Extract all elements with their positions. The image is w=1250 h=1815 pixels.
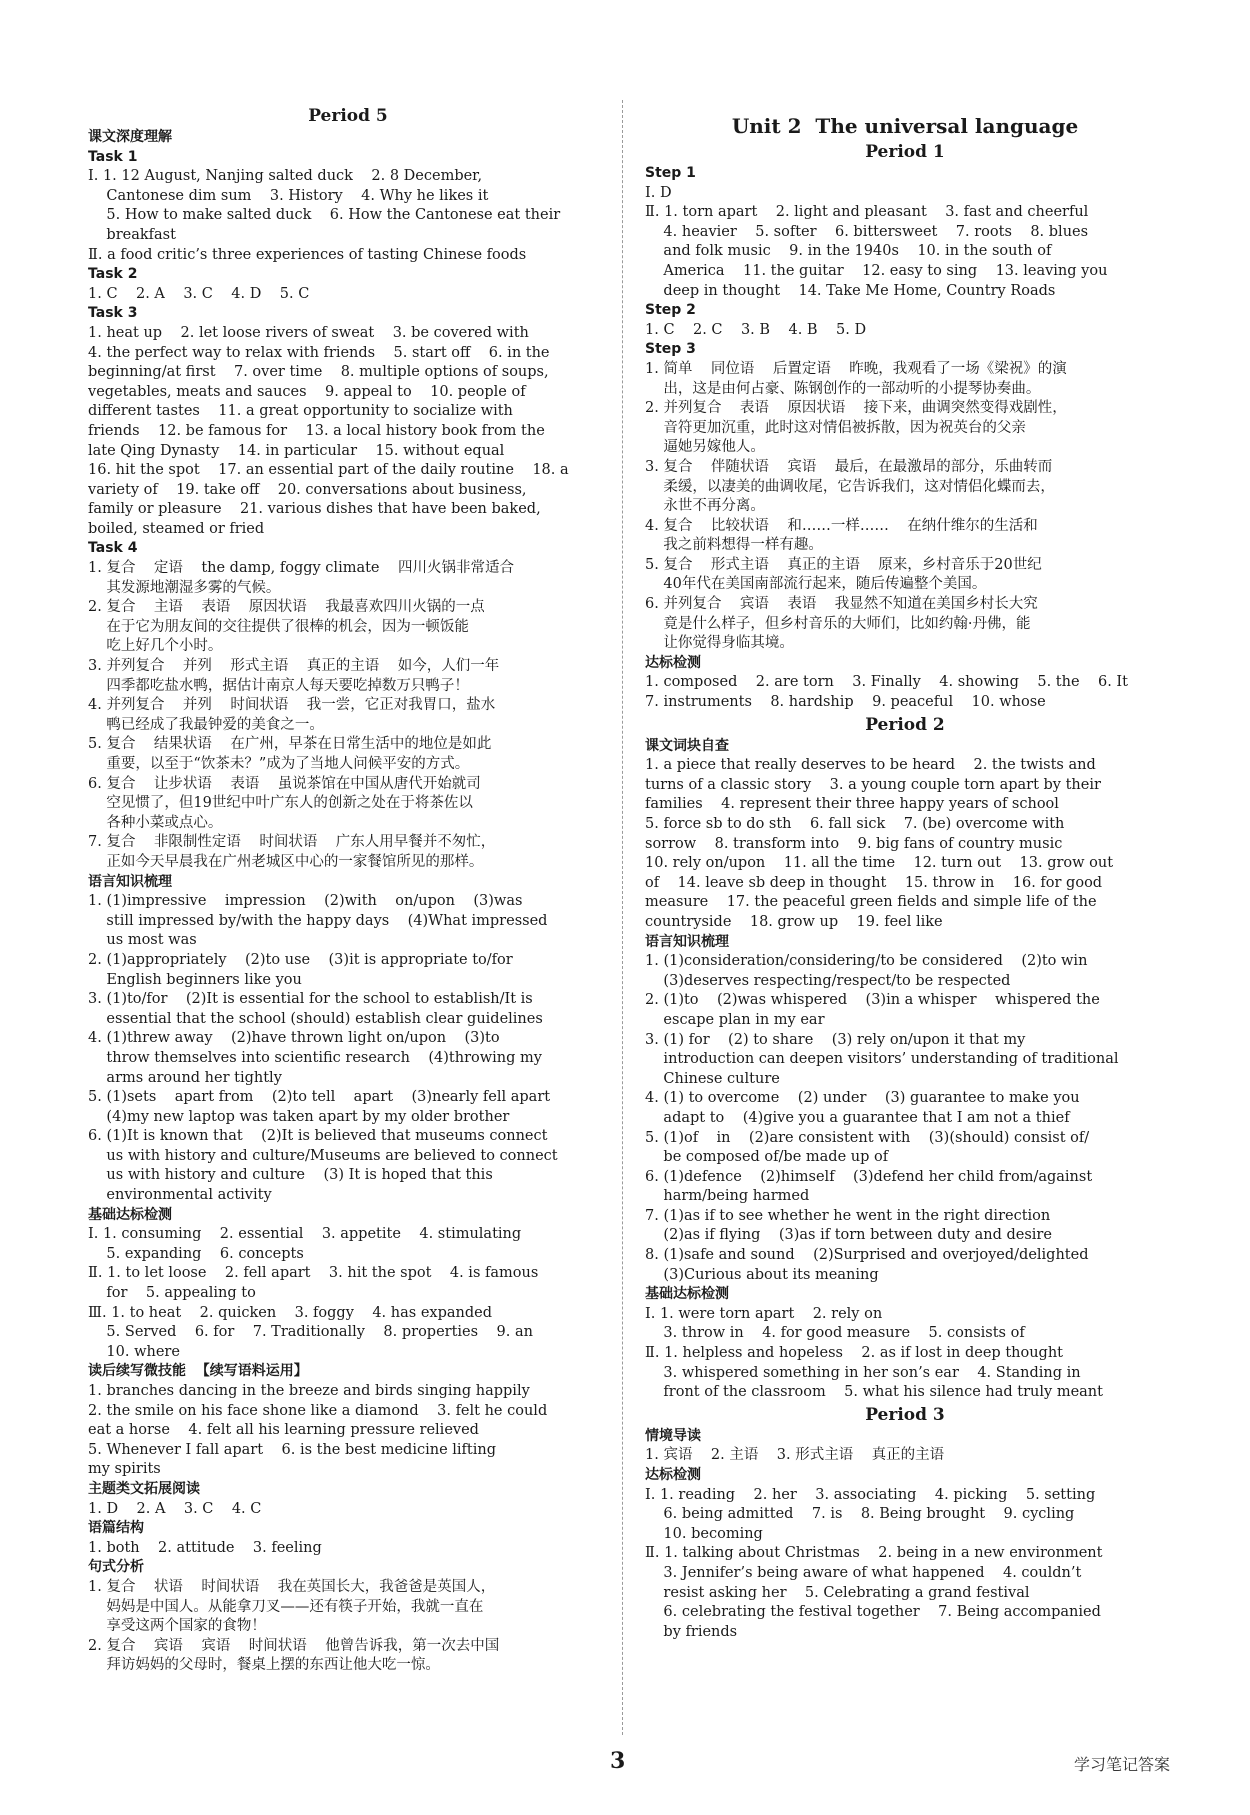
- answer-line: families 4. represent their three happy years of school: [645, 796, 1059, 813]
- answer-line: 音符更加沉重，此时这对情侣被拆散，因为祝英台的父亲: [645, 419, 1026, 436]
- answer-line: environmental activity: [88, 1187, 272, 1204]
- answer-line: 5. How to make salted duck 6. How the Cantonese eat their: [88, 207, 561, 224]
- answer-line: 2. the smile on his face shone like a diamond 3. felt he could: [88, 1402, 548, 1419]
- section-heading: 读后续写微技能 【续写语料运用】: [88, 1363, 308, 1380]
- answer-line: 4. (1)threw away (2)have thrown light on/upon (3)to: [88, 1030, 500, 1047]
- section-heading: Step 2: [645, 302, 696, 319]
- section-heading: Task 3: [88, 305, 138, 322]
- answer-line: 16. hit the spot 17. an essential part of the daily routine 18. a: [88, 462, 569, 479]
- answer-line: 4. 并列复合 并列 时间状语 我一尝，它正对我胃口，盐水: [88, 697, 496, 714]
- answer-line: arms around her tightly: [88, 1069, 282, 1086]
- answer-line: (2)as if flying (3)as if torn between duty and desire: [645, 1227, 1052, 1244]
- answer-line: 享受这两个国家的食物！: [88, 1618, 266, 1635]
- answer-line: 10. where: [88, 1343, 180, 1360]
- answer-line: Ⅰ. D: [645, 184, 672, 201]
- period-title: Period 5: [308, 106, 388, 126]
- answer-line: throw themselves into scientific research (4)throwing my: [88, 1049, 542, 1066]
- section-heading: 基础达标检测: [88, 1206, 172, 1223]
- footer-tag: 学习笔记答案: [1073, 1755, 1170, 1774]
- answer-line: 4. heavier 5. softer 6. bittersweet 7. roots 8. blues: [645, 223, 1089, 240]
- answer-line: Ⅰ. 1. were torn apart 2. rely on: [645, 1305, 883, 1322]
- answer-line: 空见惯了，但19世纪中叶广东人的创新之处在于将茶佐以: [88, 795, 473, 812]
- answer-line: by friends: [645, 1623, 738, 1640]
- answer-line: 4. 复合 比较状语 和……一样…… 在纳什维尔的生活和: [645, 517, 1038, 534]
- section-heading: 达标检测: [645, 1467, 701, 1483]
- answer-line: English beginners like you: [88, 971, 302, 988]
- answer-line: 正如今天早晨我在广州老城区中心的一家餐馆所见的那样。: [88, 853, 484, 870]
- answer-line: 2. (1)appropriately (2)to use (3)it is appropriate to/for: [88, 951, 513, 968]
- answer-line: late Qing Dynasty 14. in particular 15. without equal: [88, 442, 505, 459]
- left-column: [88, 104, 608, 1676]
- answer-line: 3. (1)to/for (2)It is essential for the school to establish/It is: [88, 991, 533, 1008]
- answer-line: front of the classroom 5. what his silence had truly meant: [645, 1384, 1103, 1401]
- answer-line: 5. expanding 6. concepts: [88, 1245, 304, 1262]
- answer-line: resist asking her 5. Celebrating a grand festival: [645, 1584, 1030, 1601]
- answer-line: different tastes 11. a great opportunity to socialize with: [88, 403, 513, 420]
- answer-line: 4. (1) to overcome (2) under (3) guarantee to make you: [645, 1090, 1080, 1107]
- answer-line: 7. instruments 8. hardship 9. peaceful 10. whose: [645, 694, 1046, 711]
- answer-line: (4)my new laptop was taken apart by my older brother: [88, 1108, 510, 1125]
- answer-line: 10. rely on/upon 11. all the time 12. turn out 13. grow out: [645, 855, 1114, 872]
- answer-line: family or pleasure 21. various dishes that have been baked,: [88, 501, 541, 518]
- answer-line: us with history and culture/Museums are believed to connect: [88, 1147, 558, 1164]
- answer-line: 5. force sb to do sth 6. fall sick 7. (be) overcome with: [645, 816, 1065, 832]
- answer-line: breakfast: [88, 226, 176, 243]
- answer-line: escape plan in my ear: [645, 1011, 825, 1028]
- answer-line: 鸭已经成了我最钟爱的美食之一。: [88, 716, 324, 733]
- answer-line: 1. C 2. A 3. C 4. D 5. C: [88, 285, 310, 302]
- answer-line: 四季都吃盐水鸭，据估计南京人每天要吃掉数万只鸭子！: [88, 677, 469, 694]
- right-column: [645, 104, 1165, 1642]
- answer-line: (3)Curious about its meaning: [645, 1266, 879, 1283]
- answer-line: 6. being admitted 7. is 8. Being brought 9. cycling: [645, 1506, 1075, 1523]
- answer-line: Ⅱ. 1. to let loose 2. fell apart 3. hit the spot 4. is famous: [88, 1265, 539, 1282]
- answer-line: countryside 18. grow up 19. feel like: [645, 913, 943, 930]
- answer-line: measure 17. the peaceful green fields and simple life of the: [645, 894, 1097, 911]
- answer-line: Ⅱ. 1. torn apart 2. light and pleasant 3. fast and cheerful: [645, 204, 1089, 221]
- answer-line: 5. (1)of in (2)are consistent with (3)(should) consist of/: [645, 1129, 1090, 1146]
- period-title: Period 3: [865, 1404, 945, 1425]
- answer-line: vegetables, meats and sauces 9. appeal to 10. people of: [88, 383, 526, 400]
- answer-line: 2. 复合 宾语 宾语 时间状语 他曾告诉我，第一次去中国: [88, 1637, 500, 1654]
- answer-line: 1. (1)impressive impression (2)with on/upon (3)was: [88, 893, 523, 910]
- answer-line: 5. (1)sets apart from (2)to tell apart (3)nearly fell apart: [88, 1089, 551, 1106]
- answer-line: 竟是什么样子，但乡村音乐的大师们，比如约翰·丹佛，能: [645, 615, 1031, 632]
- answer-line: us most was: [88, 932, 197, 949]
- answer-line: 5. 复合 形式主语 真正的主语 原来，乡村音乐于20世纪: [645, 556, 1042, 573]
- answer-line: America 11. the guitar 12. easy to sing 13. leaving you: [645, 262, 1108, 279]
- answer-line: 拜访妈妈的父母时，餐桌上摆的东西让他大吃一惊。: [88, 1657, 440, 1674]
- answer-line: 5. Served 6. for 7. Traditionally 8. properties 9. an: [88, 1324, 533, 1341]
- answer-line: 1. 简单 同位语 后置定语 昨晚，我观看了一场《梁祝》的演: [645, 360, 1067, 377]
- answer-line: 3. 并列复合 并列 形式主语 真正的主语 如今，人们一年: [88, 658, 500, 675]
- answer-line: 妈妈是中国人。从能拿刀叉——还有筷子开始，我就一直在: [88, 1598, 484, 1615]
- answer-line: 6. celebrating the festival together 7. Being accompanied: [645, 1604, 1101, 1621]
- answer-line: turns of a classic story 3. a young couple torn apart by their: [645, 776, 1101, 793]
- answer-line: variety of 19. take off 20. conversations about business,: [88, 481, 527, 498]
- section-heading: 情境导读: [645, 1427, 701, 1444]
- answer-line: 1. both 2. attitude 3. feeling: [88, 1539, 322, 1556]
- answer-line: 3. 复合 伴随状语 宾语 最后，在最激昂的部分，乐曲转而: [645, 458, 1053, 475]
- answer-line: Ⅰ. 1. 12 August, Nanjing salted duck 2. 8 December,: [88, 168, 483, 185]
- section-heading: 语言知识梳理: [88, 873, 172, 890]
- answer-line: 3. throw in 4. for good measure 5. consists of: [645, 1325, 1025, 1342]
- answer-line: 1. composed 2. are torn 3. Finally 4. showing 5. the 6. It: [645, 674, 1128, 691]
- answer-line: essential that the school (should) establish clear guidelines: [88, 1010, 543, 1027]
- answer-line: 1. 复合 定语 the damp, foggy climate 四川火锅非常适合: [88, 560, 514, 577]
- answer-line: 1. 宾语 2. 主语 3. 形式主语 真正的主语: [645, 1447, 945, 1464]
- answer-line: 6. 复合 让步状语 表语 虽说茶馆在中国从唐代开始就司: [88, 775, 481, 792]
- section-heading: 语篇结构: [88, 1520, 144, 1537]
- section-heading: Step 3: [645, 341, 696, 358]
- section-heading: Step 1: [645, 165, 696, 181]
- answer-line: 各种小菜或点心。: [88, 814, 223, 831]
- section-heading: 课文词块自查: [645, 737, 729, 754]
- section-heading: 主题类文拓展阅读: [88, 1480, 200, 1497]
- answer-line: 6. (1)It is known that (2)It is believed that museums connect: [88, 1128, 548, 1145]
- answer-line: Ⅰ. 1. consuming 2. essential 3. appetite 4. stimulating: [88, 1226, 522, 1243]
- page-number: 3: [610, 1748, 626, 1774]
- answer-line: 1. branches dancing in the breeze and birds singing happily: [88, 1383, 530, 1399]
- answer-line: Ⅰ. 1. reading 2. her 3. associating 4. picking 5. setting: [645, 1486, 1096, 1503]
- answer-line: 我之前料想得一样有趣。: [645, 537, 823, 554]
- answer-line: introduction can deepen visitors’ understanding of traditional: [645, 1051, 1119, 1068]
- answer-line: of 14. leave sb deep in thought 15. throw in 16. for good: [645, 874, 1103, 891]
- answer-line: 3. (1) for (2) to share (3) rely on/upon it that my: [645, 1031, 1026, 1048]
- answer-line: Ⅲ. 1. to heat 2. quicken 3. foggy 4. has expanded: [88, 1304, 492, 1321]
- answer-line: adapt to (4)give you a guarantee that I am not a thief: [645, 1109, 1070, 1126]
- answer-line: 1. a piece that really deserves to be heard 2. the twists and: [645, 757, 1096, 774]
- answer-line: us with history and culture (3) It is hoped that this: [88, 1167, 493, 1184]
- answer-line: 7. (1)as if to see whether he went in the right direction: [645, 1207, 1051, 1224]
- answer-line: 1. 复合 状语 时间状语 我在英国长大，我爸爸是英国人，: [88, 1578, 496, 1595]
- answer-line: 让你觉得身临其境。: [645, 635, 794, 652]
- section-heading: 课文深度理解: [88, 129, 172, 145]
- answer-line: 出，这是由何占豪、陈钢创作的一部动听的小提琴协奏曲。: [645, 380, 1041, 397]
- answer-line: 8. (1)safe and sound (2)Surprised and overjoyed/delighted: [645, 1247, 1089, 1264]
- answer-line: 2. 并列复合 表语 原因状语 接下来，曲调突然变得戏剧性，: [645, 400, 1067, 417]
- answer-line: 7. 复合 非限制性定语 时间状语 广东人用早餐并不匆忙，: [88, 834, 496, 851]
- answer-line: be composed of/be made up of: [645, 1149, 889, 1166]
- answer-line: 40年代在美国南部流行起来，随后传遍整个美国。: [645, 576, 987, 593]
- answer-line: 重要，以至于“饮茶未？”成为了当地人问候平安的方式。: [88, 756, 470, 772]
- answer-line: 1. (1)consideration/considering/to be considered (2)to win: [645, 953, 1088, 970]
- answer-line: 6. (1)defence (2)himself (3)defend her child from/against: [645, 1168, 1093, 1185]
- period-title: Period 1: [865, 142, 945, 162]
- section-heading: 句式分析: [88, 1559, 144, 1576]
- answer-line: Ⅱ. 1. helpless and hopeless 2. as if lost in deep thought: [645, 1345, 1064, 1362]
- answer-line: 逼她另嫁他人。: [645, 439, 765, 456]
- section-heading: Task 4: [88, 540, 138, 557]
- answer-line: Cantonese dim sum 3. History 4. Why he likes it: [88, 187, 489, 204]
- answer-line: harm/being harmed: [645, 1188, 810, 1205]
- unit-title: Unit 2 The universal language: [731, 114, 1079, 138]
- answer-line: 2. (1)to (2)was whispered (3)in a whisper whispered the: [645, 992, 1100, 1009]
- answer-line: deep in thought 14. Take Me Home, Country Roads: [645, 282, 1056, 299]
- answer-line: 5. 复合 结果状语 在广州，早茶在日常生活中的地位是如此: [88, 736, 492, 753]
- answer-line: friends 12. be famous for 13. a local history book from the: [88, 422, 545, 439]
- answer-line: 柔缓，以凄美的曲调收尾，它告诉我们，这对情侣化蝶而去，: [645, 478, 1055, 495]
- answer-line: for 5. appealing to: [88, 1285, 256, 1302]
- answer-line: Ⅱ. a food critic’s three experiences of tasting Chinese foods: [88, 246, 527, 263]
- answer-line: still impressed by/with the happy days (4)What impressed: [88, 912, 548, 929]
- answer-line: 3. Jennifer’s being aware of what happened 4. couldn’t: [645, 1564, 1082, 1581]
- answer-line: beginning/at first 7. over time 8. multiple options of soups,: [88, 364, 549, 381]
- answer-line: boiled, steamed or fried: [88, 520, 265, 537]
- answer-line: 1. heat up 2. let loose rivers of sweat 3. be covered with: [88, 324, 529, 341]
- answer-line: 在于它为朋友间的交往提供了很棒的机会，因为一顿饭能: [88, 618, 469, 635]
- answer-line: 吃上好几个小时。: [88, 638, 223, 655]
- section-heading: Task 1: [88, 148, 138, 165]
- answer-line: and folk music 9. in the 1940s 10. in the south of: [645, 243, 1052, 260]
- answer-line: 其发源地潮湿多雾的气候。: [88, 579, 281, 596]
- answer-line: 3. whispered something in her son’s ear 4. Standing in: [645, 1364, 1081, 1381]
- answer-line: 10. becoming: [645, 1525, 763, 1542]
- answer-line: 永世不再分离。: [645, 498, 765, 515]
- answer-line: my spirits: [88, 1461, 161, 1478]
- answer-line: 4. the perfect way to relax with friends 5. start off 6. in the: [88, 344, 550, 361]
- answer-line: eat a horse 4. felt all his learning pressure relieved: [88, 1422, 479, 1439]
- section-heading: 基础达标检测: [645, 1286, 729, 1303]
- answer-line: 1. C 2. C 3. B 4. B 5. D: [645, 321, 867, 338]
- answer-line: Ⅱ. 1. talking about Christmas 2. being in a new environment: [645, 1545, 1103, 1562]
- section-heading: Task 2: [88, 266, 138, 283]
- column-divider: [622, 100, 623, 1735]
- answer-line: sorrow 8. transform into 9. big fans of country music: [645, 835, 1063, 852]
- answer-line: 6. 并列复合 宾语 表语 我显然不知道在美国乡村长大究: [645, 596, 1038, 613]
- answer-line: 2. 复合 主语 表语 原因状语 我最喜欢四川火锅的一点: [88, 599, 485, 616]
- answer-line: 1. D 2. A 3. C 4. C: [88, 1500, 262, 1517]
- section-heading: 语言知识梳理: [645, 933, 729, 950]
- answer-line: (3)deserves respecting/respect/to be respected: [645, 972, 1011, 989]
- section-heading: 达标检测: [645, 654, 701, 671]
- period-title: Period 2: [865, 714, 945, 735]
- answer-line: 5. Whenever I fall apart 6. is the best medicine lifting: [88, 1441, 496, 1458]
- answer-line: Chinese culture: [645, 1070, 780, 1087]
